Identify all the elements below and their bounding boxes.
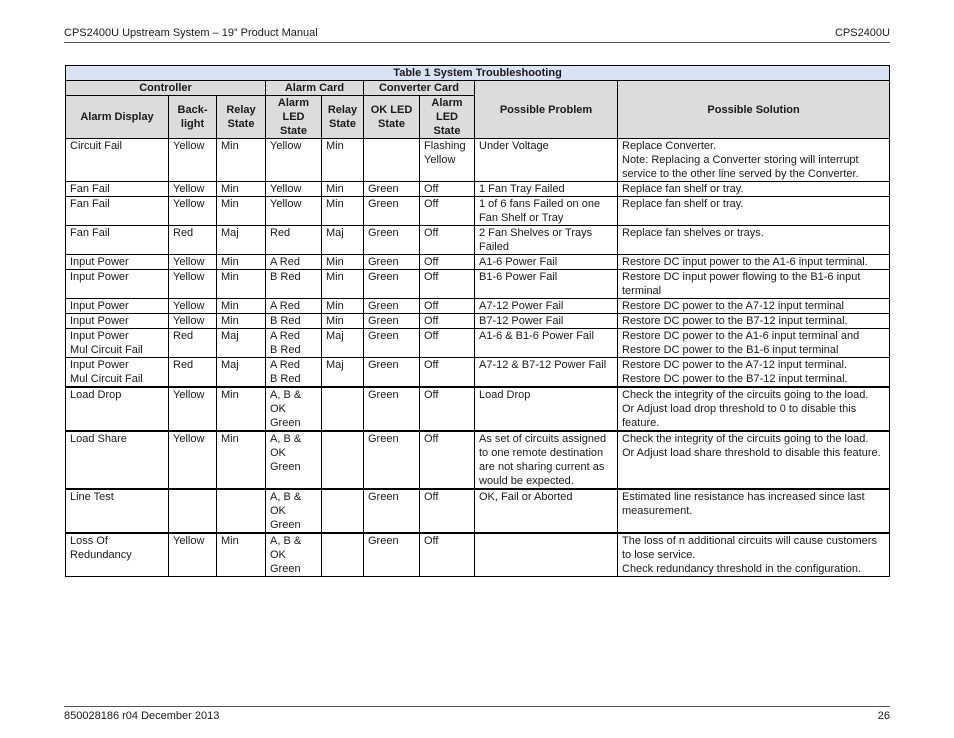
cell-possible-problem [475, 533, 618, 577]
cell-possible-solution [618, 197, 890, 226]
cell-alarm-led-state [266, 255, 322, 270]
cell-possible-problem: B7-12 Power Fail [475, 314, 618, 329]
table-row [66, 329, 890, 358]
cell-relay-state: Min [217, 299, 266, 314]
cell-possible-problem: As set of circuits assigned to one remote destination are not sharing current as would be expected. [475, 431, 618, 489]
cell-possible-solution-line: Replace Converter. [622, 140, 717, 152]
cell-relay-state: Min [217, 270, 266, 299]
cell-possible-problem: B1-6 Power Fail [475, 270, 618, 299]
cell-alarm-led-state-line: A Red [270, 359, 300, 371]
cell-relay-state: Min [217, 255, 266, 270]
cell-ok-led-state: Green [364, 255, 420, 270]
page-footer-page-number: 26 [877, 710, 890, 722]
cell-converter-alarm-led-state [420, 299, 475, 314]
cell-backlight: Yellow [169, 431, 217, 489]
cell-converter-alarm-led-state-line: Off [424, 359, 439, 371]
cell-ok-led-state: Green [364, 197, 420, 226]
cell-alarm-led-state-line: B Red [270, 315, 301, 327]
cell-possible-problem: A7-12 & B7-12 Power Fail [475, 358, 618, 388]
cell-possible-solution [618, 139, 890, 182]
cell-alarm-led-state-line: A, B & [270, 389, 302, 401]
cell-alarm-led-state-line: OK [270, 447, 286, 459]
cell-alarm-relay-state [322, 431, 364, 489]
cell-converter-alarm-led-state-line: Off [424, 491, 439, 503]
cell-alarm-led-state [266, 431, 322, 489]
cell-ok-led-state: Green [364, 533, 420, 577]
cell-converter-alarm-led-state [420, 329, 475, 358]
cell-ok-led-state: Green [364, 329, 420, 358]
cell-alarm-display-line: Load Drop [70, 389, 122, 401]
cell-alarm-display [66, 314, 169, 329]
column-header-backlight: Back-light [169, 96, 217, 139]
table-row [66, 431, 890, 489]
page-footer-document-id: 850028186 r04 December 2013 [64, 710, 220, 722]
page-header-product: CPS2400U [834, 27, 890, 39]
cell-converter-alarm-led-state-line: Off [424, 300, 439, 312]
cell-possible-solution [618, 329, 890, 358]
cell-ok-led-state: Green [364, 431, 420, 489]
cell-backlight [169, 489, 217, 533]
cell-alarm-relay-state: Min [322, 270, 364, 299]
cell-possible-solution [618, 182, 890, 197]
cell-possible-problem: 1 Fan Tray Failed [475, 182, 618, 197]
cell-relay-state: Maj [217, 226, 266, 255]
cell-backlight: Yellow [169, 139, 217, 182]
cell-possible-solution-line: Check redundancy threshold in the configuration. [622, 563, 862, 575]
cell-converter-alarm-led-state [420, 314, 475, 329]
cell-alarm-led-state-line: Green [270, 417, 301, 429]
cell-alarm-led-state [266, 314, 322, 329]
cell-possible-solution-line: Restore DC power to the A7-12 input terminal. [622, 359, 848, 371]
cell-possible-solution-line: Replace fan shelf or tray. [622, 183, 744, 195]
cell-alarm-display-line: Loss Of [70, 535, 108, 547]
cell-alarm-led-state-line: OK [270, 549, 286, 561]
cell-alarm-display-line: Input Power [70, 300, 129, 312]
column-header-converter-alarm-led-state: Alarm LED State [420, 96, 475, 139]
cell-alarm-led-state-line: OK [270, 403, 286, 415]
cell-alarm-relay-state: Maj [322, 226, 364, 255]
table-row [66, 299, 890, 314]
cell-relay-state: Min [217, 314, 266, 329]
cell-ok-led-state [364, 139, 420, 182]
cell-alarm-led-state [266, 197, 322, 226]
cell-alarm-display [66, 489, 169, 533]
table-row [66, 182, 890, 197]
cell-ok-led-state: Green [364, 226, 420, 255]
cell-ok-led-state: Green [364, 299, 420, 314]
column-header-possible-problem: Possible Problem [475, 81, 618, 139]
cell-alarm-display-line: Redundancy [70, 549, 132, 561]
header-divider [64, 42, 890, 43]
table-row [66, 489, 890, 533]
cell-possible-solution-line: Estimated line resistance has increased since last measurement. [622, 491, 865, 517]
cell-converter-alarm-led-state [420, 489, 475, 533]
table-row [66, 358, 890, 388]
cell-alarm-led-state-line: Yellow [270, 140, 302, 152]
cell-alarm-display [66, 255, 169, 270]
cell-possible-solution-line: Check the integrity of the circuits going to the load. [622, 389, 869, 401]
cell-backlight: Yellow [169, 197, 217, 226]
table-row [66, 314, 890, 329]
cell-ok-led-state: Green [364, 489, 420, 533]
cell-relay-state: Min [217, 387, 266, 431]
cell-relay-state [217, 489, 266, 533]
cell-possible-solution-line: Or Adjust load drop threshold to 0 to disable this feature. [622, 403, 857, 429]
cell-converter-alarm-led-state [420, 139, 475, 182]
cell-alarm-led-state-line: A, B & [270, 535, 302, 547]
footer-divider [64, 706, 890, 707]
cell-converter-alarm-led-state [420, 255, 475, 270]
cell-backlight: Yellow [169, 255, 217, 270]
cell-converter-alarm-led-state-line: Flashing [424, 140, 466, 152]
cell-alarm-led-state-line: A Red [270, 256, 300, 268]
column-header-relay-state: Relay State [217, 96, 266, 139]
column-header-alarm-led-state: Alarm LED State [266, 96, 322, 139]
cell-converter-alarm-led-state-line: Yellow [424, 154, 456, 166]
cell-converter-alarm-led-state [420, 270, 475, 299]
cell-alarm-display-line: Input Power [70, 256, 129, 268]
cell-converter-alarm-led-state-line: Off [424, 535, 439, 547]
cell-possible-problem: A1-6 & B1-6 Power Fail [475, 329, 618, 358]
cell-alarm-led-state-line: A Red [270, 300, 300, 312]
cell-alarm-display-line: Load Share [70, 433, 127, 445]
cell-alarm-relay-state: Min [322, 314, 364, 329]
cell-alarm-display-line: Fan Fail [70, 183, 110, 195]
cell-converter-alarm-led-state-line: Off [424, 330, 439, 342]
cell-alarm-display-line: Input Power [70, 330, 129, 342]
cell-possible-problem: Load Drop [475, 387, 618, 431]
cell-alarm-led-state-line: OK [270, 505, 286, 517]
cell-alarm-led-state-line: B Red [270, 271, 301, 283]
cell-converter-alarm-led-state-line: Off [424, 389, 439, 401]
cell-alarm-display [66, 299, 169, 314]
cell-alarm-display-line: Line Test [70, 491, 114, 503]
cell-possible-solution-line: Restore DC power to the A7-12 input terminal [622, 300, 844, 312]
table-row [66, 197, 890, 226]
cell-alarm-led-state [266, 270, 322, 299]
cell-possible-solution-line: Restore DC power to the B7-12 input terminal. [622, 315, 848, 327]
table-row [66, 533, 890, 577]
cell-backlight: Yellow [169, 533, 217, 577]
cell-alarm-led-state [266, 182, 322, 197]
cell-converter-alarm-led-state-line: Off [424, 198, 439, 210]
cell-alarm-led-state-line: B Red [270, 373, 301, 385]
cell-converter-alarm-led-state [420, 182, 475, 197]
system-troubleshooting-table [65, 65, 890, 577]
cell-alarm-display [66, 139, 169, 182]
cell-converter-alarm-led-state-line: Off [424, 227, 439, 239]
cell-relay-state: Min [217, 533, 266, 577]
cell-ok-led-state: Green [364, 387, 420, 431]
cell-backlight: Yellow [169, 270, 217, 299]
cell-possible-solution-line: Check the integrity of the circuits going to the load. [622, 433, 869, 445]
cell-possible-solution [618, 255, 890, 270]
cell-alarm-relay-state: Maj [322, 358, 364, 388]
cell-alarm-display [66, 533, 169, 577]
cell-possible-solution-line: Replace fan shelves or trays. [622, 227, 764, 239]
cell-alarm-led-state [266, 533, 322, 577]
cell-alarm-relay-state: Min [322, 299, 364, 314]
cell-possible-solution-line: Restore DC power to the A1-6 input terminal and [622, 330, 860, 342]
cell-alarm-display [66, 270, 169, 299]
cell-alarm-display-line: Mul Circuit Fail [70, 344, 143, 356]
cell-alarm-display-line: Fan Fail [70, 198, 110, 210]
cell-alarm-relay-state: Min [322, 255, 364, 270]
cell-possible-solution-line: Restore DC input power flowing to the B1-6 input terminal [622, 271, 861, 297]
cell-backlight: Yellow [169, 387, 217, 431]
cell-relay-state: Min [217, 139, 266, 182]
cell-alarm-led-state-line: A, B & [270, 433, 302, 445]
cell-converter-alarm-led-state [420, 431, 475, 489]
cell-relay-state: Min [217, 182, 266, 197]
cell-possible-solution-line: The loss of n additional circuits will cause customers to lose service. [622, 535, 877, 561]
cell-possible-solution-line: Restore DC input power to the A1-6 input terminal. [622, 256, 868, 268]
column-header-possible-solution: Possible Solution [618, 81, 890, 139]
column-header-alarm-display: Alarm Display [66, 96, 169, 139]
cell-alarm-led-state [266, 299, 322, 314]
column-header-alarm-relay-state: Relay State [322, 96, 364, 139]
cell-relay-state: Maj [217, 329, 266, 358]
cell-alarm-led-state-line: Red [270, 227, 291, 239]
cell-alarm-relay-state [322, 533, 364, 577]
cell-converter-alarm-led-state [420, 387, 475, 431]
table-row [66, 270, 890, 299]
cell-alarm-led-state-line: Yellow [270, 198, 302, 210]
cell-alarm-led-state-line: Green [270, 563, 301, 575]
cell-alarm-display [66, 387, 169, 431]
cell-alarm-relay-state [322, 489, 364, 533]
cell-alarm-display [66, 431, 169, 489]
cell-alarm-display [66, 197, 169, 226]
cell-possible-solution [618, 358, 890, 388]
table-row [66, 226, 890, 255]
cell-converter-alarm-led-state-line: Off [424, 183, 439, 195]
page-header-title: CPS2400U Upstream System – 19” Product Manual [64, 27, 318, 39]
cell-possible-problem: 2 Fan Shelves or Trays Failed [475, 226, 618, 255]
cell-alarm-led-state-line: A, B & [270, 491, 302, 503]
cell-relay-state: Min [217, 431, 266, 489]
cell-backlight: Red [169, 329, 217, 358]
cell-possible-solution [618, 489, 890, 533]
cell-possible-solution [618, 270, 890, 299]
group-header-controller: Controller [66, 81, 266, 96]
cell-converter-alarm-led-state-line: Off [424, 433, 439, 445]
cell-possible-solution [618, 226, 890, 255]
cell-possible-solution [618, 314, 890, 329]
cell-alarm-relay-state [322, 387, 364, 431]
cell-alarm-display [66, 329, 169, 358]
cell-backlight: Yellow [169, 182, 217, 197]
cell-possible-problem: A7-12 Power Fail [475, 299, 618, 314]
cell-converter-alarm-led-state [420, 358, 475, 388]
cell-possible-problem: Under Voltage [475, 139, 618, 182]
cell-alarm-led-state [266, 139, 322, 182]
cell-alarm-led-state-line: A Red [270, 330, 300, 342]
cell-converter-alarm-led-state-line: Off [424, 256, 439, 268]
cell-alarm-relay-state: Min [322, 182, 364, 197]
cell-possible-problem: A1-6 Power Fail [475, 255, 618, 270]
cell-alarm-led-state [266, 489, 322, 533]
cell-alarm-led-state [266, 226, 322, 255]
cell-converter-alarm-led-state-line: Off [424, 315, 439, 327]
cell-alarm-display [66, 182, 169, 197]
table-caption: Table 1 System Troubleshooting [66, 66, 890, 81]
cell-alarm-display-line: Input Power [70, 315, 129, 327]
cell-relay-state: Maj [217, 358, 266, 388]
cell-converter-alarm-led-state [420, 226, 475, 255]
cell-alarm-led-state [266, 329, 322, 358]
group-header-converter-card: Converter Card [364, 81, 475, 96]
cell-alarm-relay-state: Maj [322, 329, 364, 358]
cell-alarm-led-state [266, 358, 322, 388]
cell-possible-solution [618, 431, 890, 489]
cell-converter-alarm-led-state [420, 197, 475, 226]
table-row [66, 387, 890, 431]
cell-possible-solution-line: Replace fan shelf or tray. [622, 198, 744, 210]
table-row [66, 139, 890, 182]
table-row [66, 255, 890, 270]
cell-alarm-display-line: Circuit Fail [70, 140, 122, 152]
cell-alarm-led-state [266, 387, 322, 431]
cell-converter-alarm-led-state [420, 533, 475, 577]
cell-possible-problem: OK, Fail or Aborted [475, 489, 618, 533]
cell-alarm-led-state-line: Yellow [270, 183, 302, 195]
cell-alarm-led-state-line: Green [270, 519, 301, 531]
cell-possible-solution-line: Restore DC power to the B7-12 input terminal. [622, 373, 848, 385]
cell-ok-led-state: Green [364, 182, 420, 197]
cell-relay-state: Min [217, 197, 266, 226]
cell-possible-solution [618, 533, 890, 577]
cell-backlight: Yellow [169, 299, 217, 314]
cell-possible-solution-line: Or Adjust load share threshold to disable this feature. [622, 447, 881, 459]
cell-alarm-relay-state: Min [322, 197, 364, 226]
cell-alarm-led-state-line: B Red [270, 344, 301, 356]
cell-backlight: Red [169, 358, 217, 388]
cell-possible-solution [618, 387, 890, 431]
cell-possible-solution-line: Restore DC power to the B1-6 input terminal [622, 344, 839, 356]
cell-alarm-display-line: Fan Fail [70, 227, 110, 239]
group-header-alarm-card: Alarm Card [266, 81, 364, 96]
cell-alarm-display [66, 358, 169, 388]
cell-backlight: Yellow [169, 314, 217, 329]
cell-ok-led-state: Green [364, 358, 420, 388]
cell-alarm-display [66, 226, 169, 255]
cell-converter-alarm-led-state-line: Off [424, 271, 439, 283]
cell-alarm-display-line: Input Power [70, 359, 129, 371]
cell-alarm-display-line: Mul Circuit Fail [70, 373, 143, 385]
cell-alarm-display-line: Input Power [70, 271, 129, 283]
cell-alarm-relay-state: Min [322, 139, 364, 182]
cell-backlight: Red [169, 226, 217, 255]
column-header-ok-led-state: OK LED State [364, 96, 420, 139]
cell-alarm-led-state-line: Green [270, 461, 301, 473]
cell-possible-solution-line: Note: Replacing a Converter storing will interrupt service to the other line served by the Converter. [622, 154, 859, 180]
cell-ok-led-state: Green [364, 270, 420, 299]
cell-ok-led-state: Green [364, 314, 420, 329]
cell-possible-solution [618, 299, 890, 314]
cell-possible-problem: 1 of 6 fans Failed on one Fan Shelf or Tray [475, 197, 618, 226]
